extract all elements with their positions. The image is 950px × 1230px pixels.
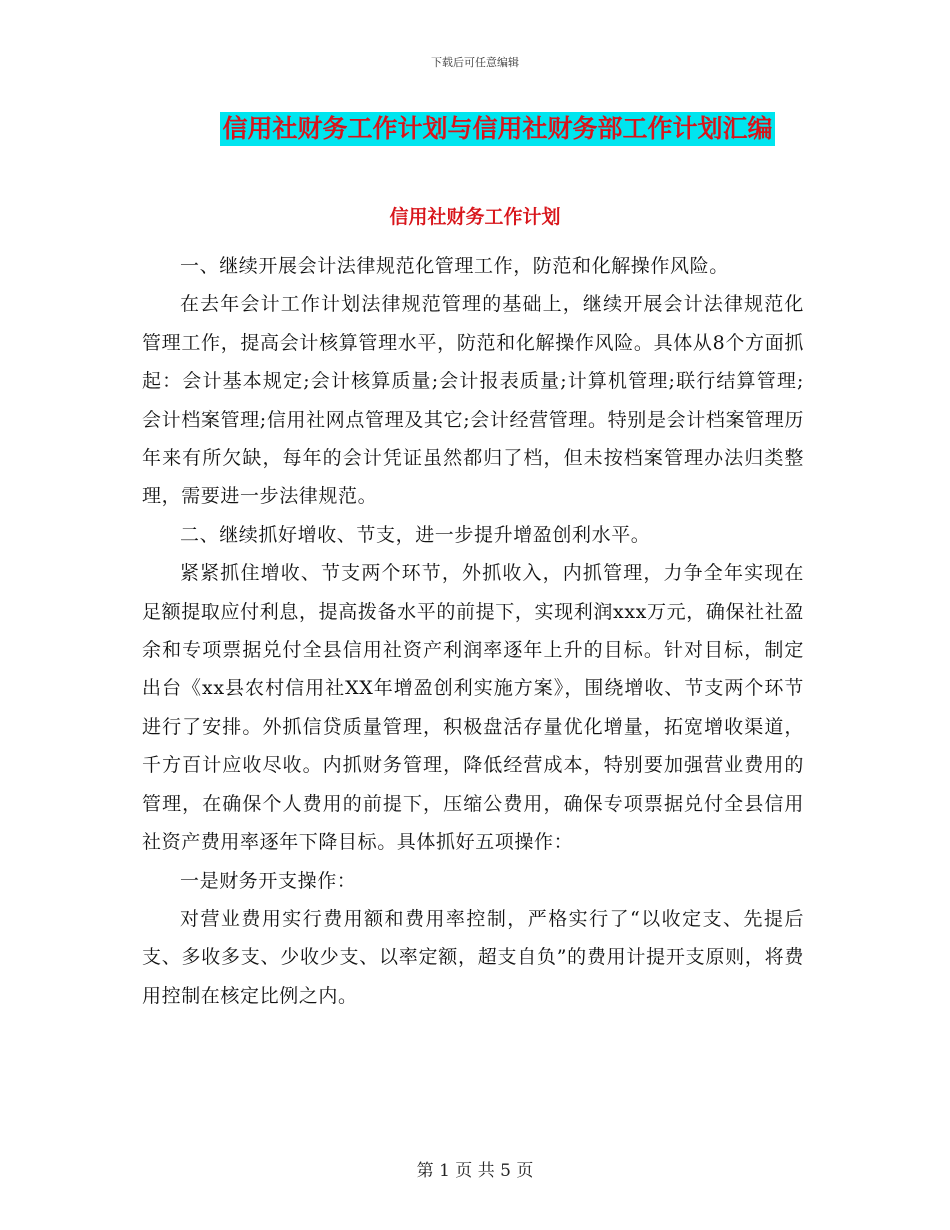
paragraph: 一、继续开展会计法律规范化管理工作，防范和化解操作风险。 xyxy=(180,255,729,277)
paragraph: 一是财务开支操作： xyxy=(180,869,357,892)
section-title: 信用社财务工作计划 xyxy=(389,206,561,228)
document-title xyxy=(0,112,950,146)
document-body xyxy=(142,247,804,1015)
paragraph: 对营业费用实行费用额和费用率控制，严格实行了“以收定支、先提后支、多收多支、少收少支、以率定额，超支自负”的费用计提开支原则，将费用控制在核定比例之内。 xyxy=(142,907,804,1007)
paragraph: 在去年会计工作计划法律规范管理的基础上，继续开展会计法律规范化管理工作，提高会计核算管理水平，防范和化解操作风险。具体从8个方面抓起：会计基本规定;会计核算质量;会计报表质量;计算机管理;联行结算管理;会计档案管理;信用社网点管理及其它;会计经营管理。特别是会计档案管理历年来有所欠缺，每年的会计凭证虽然都归了档，但未按档案管理办法归类整理，需要进一步法律规范。 xyxy=(142,293,804,508)
header-note: 下载后可任意编辑 xyxy=(431,56,519,69)
page-number: 第 1 页 共 5 页 xyxy=(416,1161,534,1181)
paragraph: 二、继续抓好增收、节支，进一步提升增盈创利水平。 xyxy=(180,523,651,546)
document-title-text: 信用社财务工作计划与信用社财务部工作计划汇编 xyxy=(220,112,774,146)
paragraph: 紧紧抓住增收、节支两个环节，外抓收入，内抓管理，力争全年实现在足额提取应付利息，提高拨备水平的前提下，实现利润xxx万元，确保社社盈余和专项票据兑付全县信用社资产利润率逐年上升的目标。针对目标，制定出台《xx县农村信用社XX年增盈创利实施方案》，围绕增收、节支两个环节进行了安排。外抓信贷质量管理，积极盘活存量优化增量，拓宽增收渠道，千方百计应收尽收。内抓财务管理，降低经营成本，特别要加强营业费用的管理，在确保个人费用的前提下，压缩公费用，确保专项票据兑付全县信用社资产费用率逐年下降目标。具体抓好五项操作： xyxy=(142,562,804,854)
